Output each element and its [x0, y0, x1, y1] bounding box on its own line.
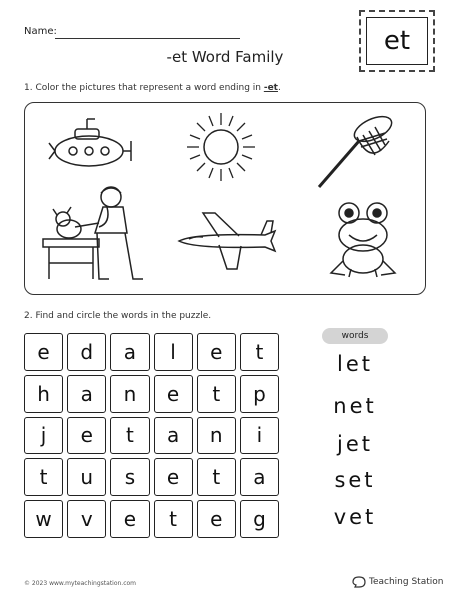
- footer-copyright: © 2023 www.myteachingstation.com: [24, 580, 137, 587]
- grid-cell[interactable]: e: [154, 375, 193, 413]
- name-line[interactable]: [55, 38, 240, 39]
- grid-cell[interactable]: n: [197, 417, 236, 455]
- grid-cell[interactable]: e: [110, 500, 149, 538]
- grid-cell[interactable]: t: [197, 375, 236, 413]
- grid-cell[interactable]: t: [110, 417, 149, 455]
- grid-cell[interactable]: g: [240, 500, 279, 538]
- grid-cell[interactable]: j: [24, 417, 63, 455]
- picture-box: [24, 102, 426, 295]
- grid-cell[interactable]: n: [110, 375, 149, 413]
- grid-cell[interactable]: v: [67, 500, 106, 538]
- instruction-1-text: 1. Color the pictures that represent a word ending in: [24, 83, 264, 93]
- grid-cell[interactable]: u: [67, 458, 106, 496]
- grid-cell[interactable]: t: [240, 333, 279, 371]
- word-family-stamp: [359, 10, 435, 72]
- instruction-1-ending: -et: [263, 83, 278, 93]
- butterfly-net-icon[interactable]: [313, 111, 397, 191]
- word-vet: vet: [333, 505, 377, 529]
- title-ending: -et: [166, 48, 188, 66]
- frog-icon[interactable]: [325, 199, 401, 279]
- stamp-text: et: [366, 17, 428, 65]
- grid-cell[interactable]: s: [110, 458, 149, 496]
- title-rest: Word Family: [187, 48, 284, 66]
- footer-brand-text: Teaching Station: [369, 577, 444, 587]
- instruction-step-1: [24, 83, 281, 93]
- grid-cell[interactable]: a: [67, 375, 106, 413]
- grid-cell[interactable]: h: [24, 375, 63, 413]
- instruction-1-period: .: [277, 83, 281, 93]
- grid-cell[interactable]: p: [240, 375, 279, 413]
- word-net: net: [333, 394, 377, 418]
- instruction-step-2: 2. Find and circle the words in the puzzle.: [24, 311, 212, 321]
- grid-cell[interactable]: a: [154, 417, 193, 455]
- grid-cell[interactable]: d: [67, 333, 106, 371]
- teaching-station-logo-icon: [352, 576, 366, 588]
- sun-icon[interactable]: [185, 111, 257, 183]
- word-search-grid: [24, 333, 279, 538]
- word-let: let: [337, 352, 373, 376]
- grid-cell[interactable]: t: [24, 458, 63, 496]
- jet-submarine-icon[interactable]: [45, 113, 135, 175]
- grid-cell[interactable]: e: [67, 417, 106, 455]
- grid-cell[interactable]: a: [110, 333, 149, 371]
- name-label: Name:: [24, 26, 57, 37]
- grid-cell[interactable]: l: [154, 333, 193, 371]
- grid-cell[interactable]: i: [240, 417, 279, 455]
- footer-brand: [352, 576, 443, 588]
- grid-cell[interactable]: w: [24, 500, 63, 538]
- grid-cell[interactable]: e: [24, 333, 63, 371]
- jet-plane-icon[interactable]: [175, 209, 279, 273]
- word-jet: jet: [337, 432, 373, 456]
- grid-cell[interactable]: a: [240, 458, 279, 496]
- grid-cell[interactable]: e: [197, 333, 236, 371]
- grid-cell[interactable]: t: [197, 458, 236, 496]
- grid-cell[interactable]: t: [154, 500, 193, 538]
- word-set: set: [334, 468, 376, 492]
- vet-with-dog-icon[interactable]: [39, 183, 149, 287]
- words-header: words: [322, 328, 388, 344]
- grid-cell[interactable]: e: [154, 458, 193, 496]
- grid-cell[interactable]: e: [197, 500, 236, 538]
